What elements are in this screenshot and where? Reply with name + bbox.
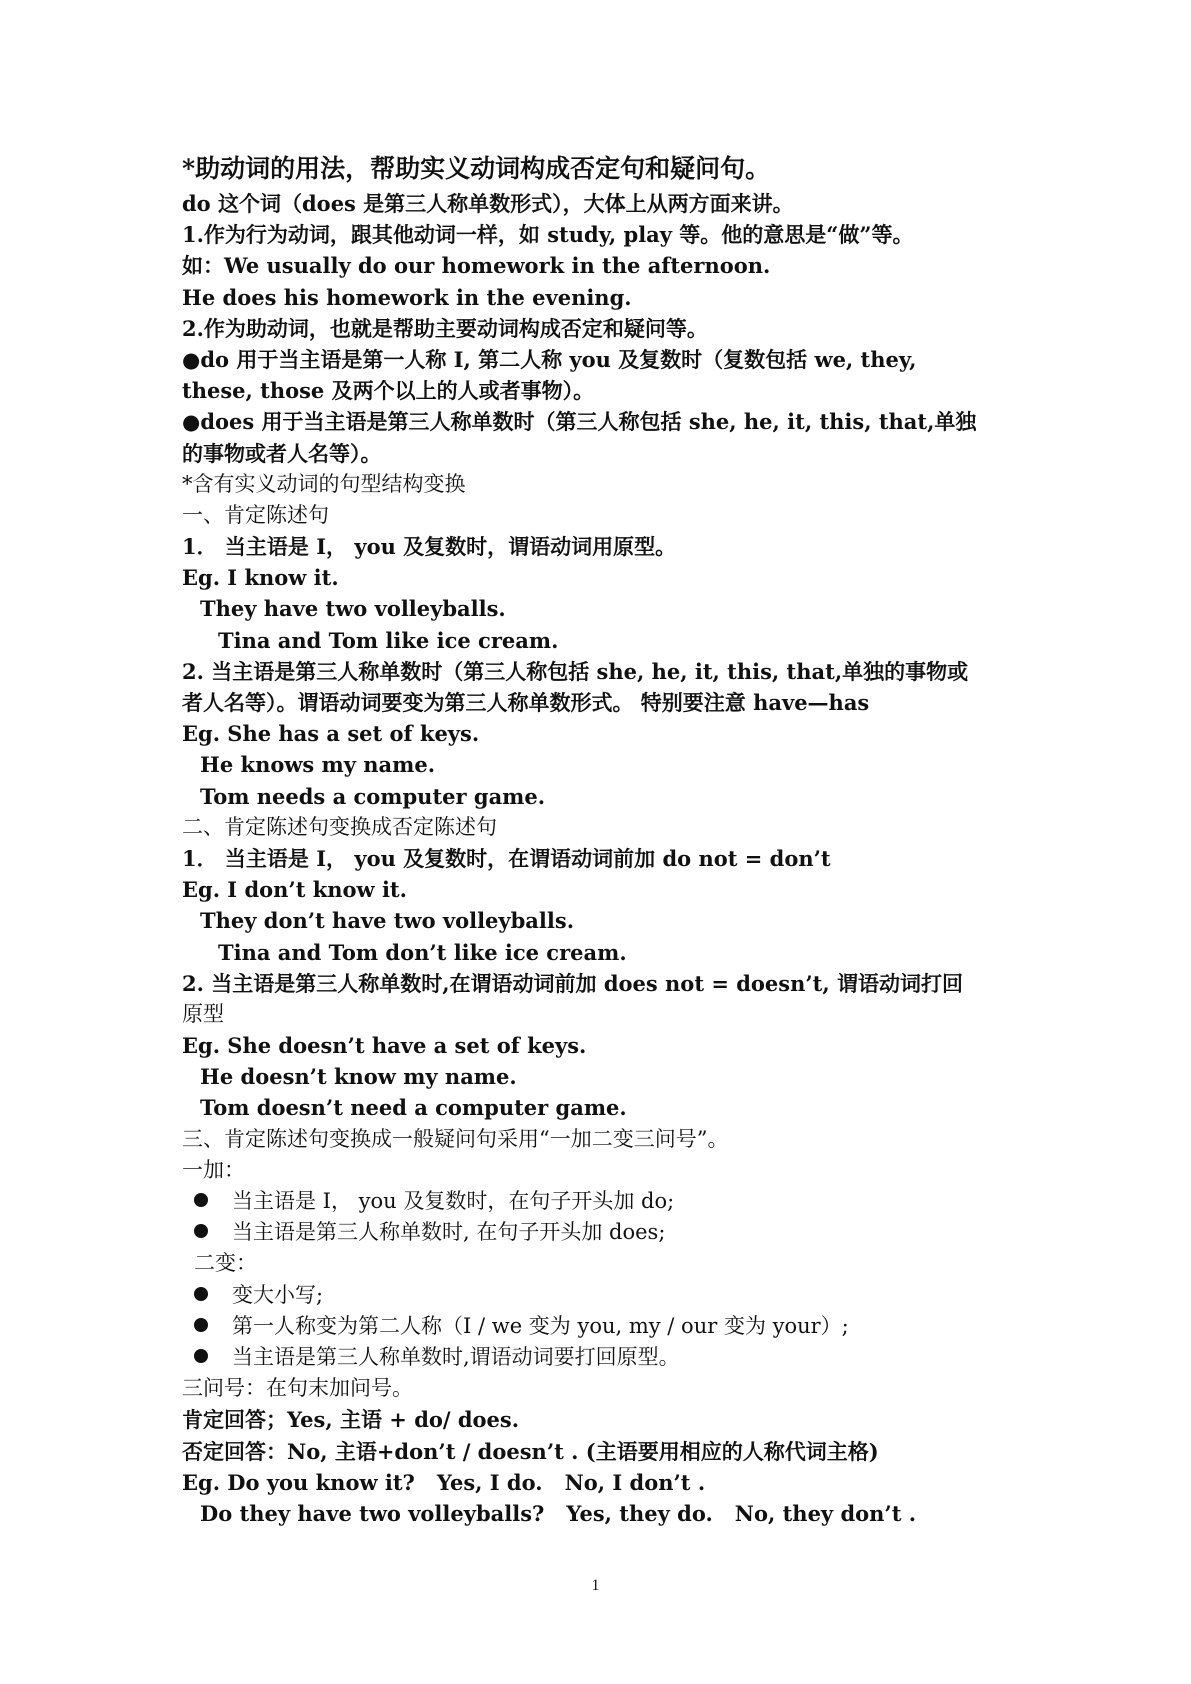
document-title: *助动词的用法，帮助实义动词构成否定句和疑问句。 [182, 154, 771, 183]
sub-heading: 二变： [194, 1251, 257, 1276]
rule-line: 1． 当主语是 I， you 及复数时，谓语动词用原型。 [182, 534, 677, 560]
example-yes-answer: Yes, I do. [436, 1469, 543, 1495]
answer-line: 肯定回答；Yes, 主语 + do/ does. [182, 1407, 520, 1433]
example-line: They have two volleyballs. [200, 596, 506, 622]
text-line: 如：We usually do our homework in the afternoon. [182, 253, 771, 279]
example-line: They don’t have two volleyballs. [200, 908, 575, 934]
answer-line: 否定回答：No, 主语+don’t / doesn’t . (主语要用相应的人称代词主格) [182, 1438, 879, 1464]
bullet-icon [194, 1349, 208, 1363]
example-no-answer: No, I don’t . [564, 1469, 706, 1495]
bullet-icon [194, 1224, 208, 1238]
text-line: ●do 用于当主语是第一人称 I, 第二人称 you 及复数时（复数包括 we, they, [182, 346, 917, 372]
text-line: these, those 及两个以上的人或者事物）。 [182, 378, 595, 404]
rule-line: 2. 当主语是第三人称单数时（第三人称包括 she, he, it, this, that,单独的事物或 [182, 658, 969, 684]
example-line: Tom doesn’t need a computer game. [200, 1095, 627, 1121]
section-heading: 三、肯定陈述句变换成一般疑问句采用“一加二变三问号”。 [182, 1126, 729, 1151]
bullet-item [182, 1186, 1042, 1217]
bullet-item [182, 1342, 1042, 1373]
sub-heading: 三问号：在句末加问号。 [182, 1376, 413, 1401]
example-line: Eg. I know it. [182, 565, 339, 591]
example-question: Do they have two volleyballs? [200, 1500, 545, 1526]
bullet-text: 当主语是第三人称单数时,谓语动词要打回原型。 [232, 1344, 680, 1369]
bullet-text: 当主语是 I， you 及复数时，在句子开头加 do; [232, 1189, 675, 1213]
example-no-answer: No, they don’t . [734, 1500, 917, 1526]
bullet-icon [194, 1287, 208, 1301]
example-line: He knows my name. [200, 752, 436, 778]
example-yes-answer: Yes, they do. [566, 1500, 713, 1526]
bullet-item [182, 1280, 1042, 1311]
example-line: Tina and Tom don’t like ice cream. [218, 939, 627, 965]
text-line: ●does 用于当主语是第三人称单数时（第三人称包括 she, he, it, this, that,单独 [182, 409, 977, 435]
bullet-icon [194, 1193, 208, 1207]
text-line: 1.作为行为动词，跟其他动词一样，如 study, play 等。他的意思是“做”等。 [182, 222, 914, 248]
example-line: He doesn’t know my name. [200, 1064, 517, 1090]
example-qa-line [182, 1498, 1042, 1529]
example-line: Eg. I don’t know it. [182, 877, 407, 903]
bullet-item [182, 1217, 1042, 1248]
section-heading: *含有实义动词的句型结构变换 [182, 471, 466, 496]
sub-heading: 一加： [182, 1157, 245, 1182]
example-qa-line [182, 1467, 1042, 1498]
bullet-item [182, 1311, 1042, 1342]
page-number: 1 [591, 1577, 600, 1594]
section-heading: 一、肯定陈述句 [182, 502, 329, 527]
example-line: Eg. She doesn’t have a set of keys. [182, 1033, 587, 1059]
document-page [182, 150, 1042, 1529]
rule-line: 1． 当主语是 I， you 及复数时，在谓语动词前加 do not = don’t [182, 845, 831, 871]
example-line: Tom needs a computer game. [200, 783, 546, 809]
rule-line: 2. 当主语是第三人称单数时,在谓语动词前加 does not = doesn’t, 谓语动词打回 [182, 970, 964, 996]
bullet-text: 第一人称变为第二人称（I / we 变为 you, my / our 变为 your）; [232, 1313, 849, 1338]
section-heading: 二、肯定陈述句变换成否定陈述句 [182, 814, 497, 839]
bullet-text: 变大小写; [232, 1282, 324, 1307]
rule-line: 者人名等）。谓语动词要变为第三人称单数形式。 特别要注意 have—has [182, 690, 870, 715]
text-line: He does his homework in the evening. [182, 284, 632, 310]
rule-line: 原型 [182, 1001, 224, 1026]
text-line: do 这个词（does 是第三人称单数形式），大体上从两方面来讲。 [182, 191, 794, 216]
example-line: Eg. She has a set of keys. [182, 721, 480, 747]
example-line: Tina and Tom like ice cream. [218, 627, 559, 653]
text-line: 的事物或者人名等）。 [182, 440, 382, 466]
bullet-text: 当主语是第三人称单数时, 在句子开头加 does; [232, 1220, 666, 1245]
example-question: Eg. Do you know it? [182, 1469, 415, 1495]
text-line: 2.作为助动词，也就是帮助主要动词构成否定和疑问等。 [182, 315, 708, 341]
bullet-icon [194, 1318, 208, 1332]
